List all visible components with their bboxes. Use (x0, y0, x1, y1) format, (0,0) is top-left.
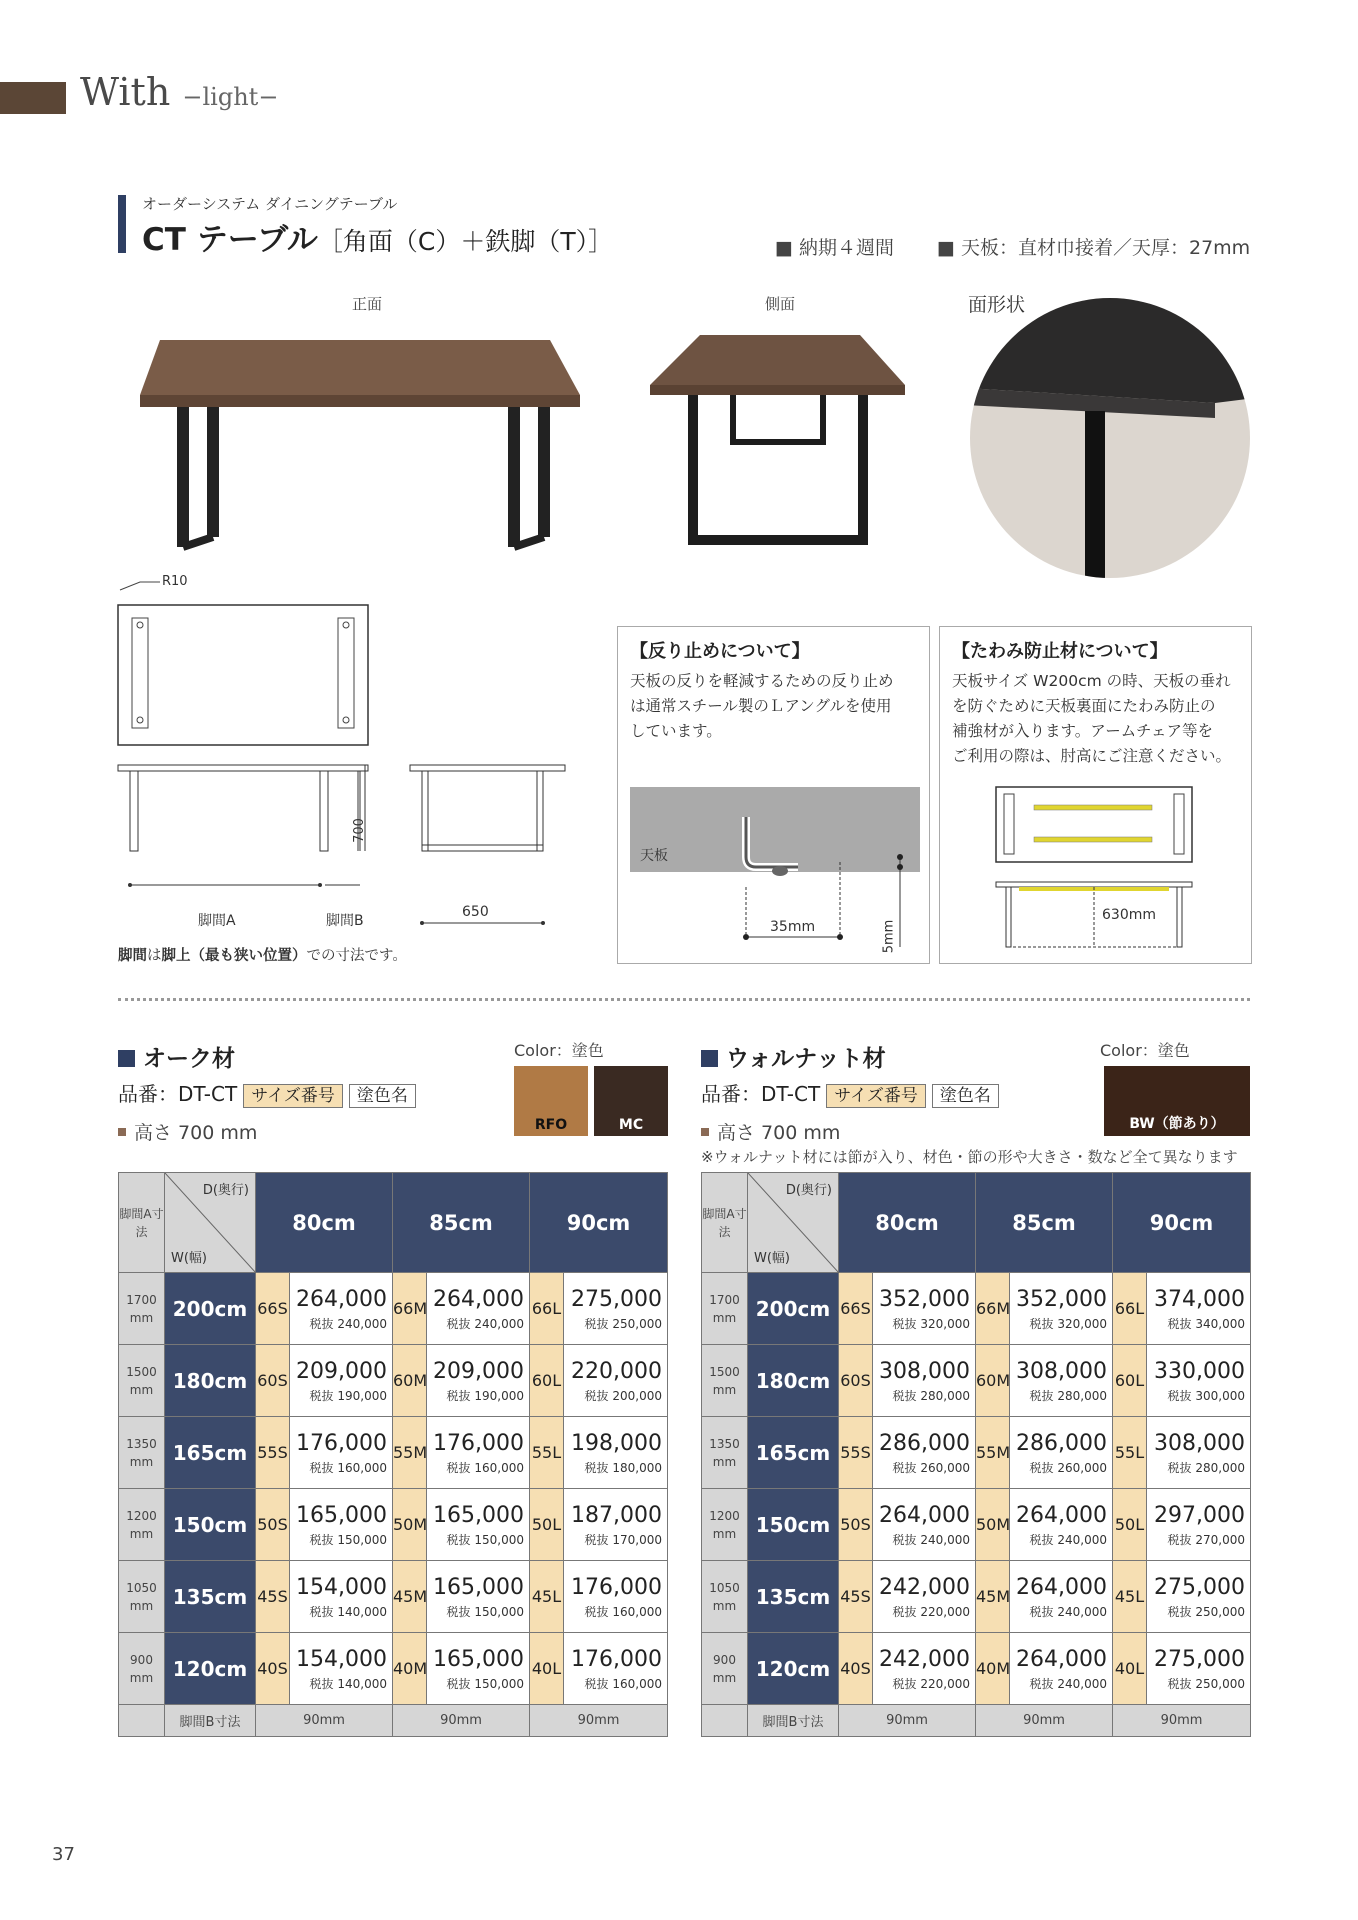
size-code: 45S (256, 1561, 290, 1633)
width-value: 200cm (165, 1273, 256, 1345)
product-title: CT テーブル［角面（C）＋鉄脚（T）］ (142, 222, 614, 258)
price-incl-tax: 264,000 (1016, 1502, 1107, 1528)
width-value: 165cm (165, 1417, 256, 1489)
size-code: 50M (976, 1489, 1010, 1561)
legA-value: 1200 mm (702, 1489, 748, 1561)
width-label: W(幅) (171, 1251, 207, 1266)
walnut-color-label: Color：塗色 (1100, 1041, 1190, 1060)
legB-value: 90mm (839, 1705, 976, 1737)
price-incl-tax: 308,000 (879, 1358, 970, 1384)
price-cell (1010, 1561, 1113, 1633)
size-code: 50M (393, 1489, 427, 1561)
size-code: 60S (839, 1345, 873, 1417)
size-code: 60M (393, 1345, 427, 1417)
price-excl-tax: 税抜 160,000 (309, 1460, 387, 1475)
price-cell (873, 1561, 976, 1633)
price-incl-tax: 187,000 (571, 1502, 662, 1528)
dimension-corner (748, 1173, 839, 1273)
edge-shape-image (965, 293, 1255, 583)
oak-section-title: オーク材 (118, 1040, 235, 1073)
price-excl-tax: 税抜 240,000 (1029, 1532, 1107, 1547)
depth-header: 80cm (256, 1173, 393, 1273)
price-cell (290, 1273, 393, 1345)
table-row (702, 1489, 1251, 1561)
width-label: W(幅) (754, 1251, 790, 1266)
square-icon (701, 1050, 718, 1067)
price-incl-tax: 264,000 (879, 1502, 970, 1528)
dimension-drawings (110, 570, 580, 950)
price-excl-tax: 税抜 200,000 (584, 1388, 662, 1403)
legA-header: 脚間A寸法 (119, 1173, 165, 1273)
price-excl-tax: 税抜 300,000 (1167, 1388, 1245, 1403)
label-edge-view: 面形状 (968, 294, 1026, 316)
size-code: 45S (839, 1561, 873, 1633)
price-incl-tax: 176,000 (296, 1430, 387, 1456)
width-value: 200cm (748, 1273, 839, 1345)
price-incl-tax: 275,000 (1154, 1574, 1245, 1600)
legA-value: 1500 mm (702, 1345, 748, 1417)
price-cell (1147, 1489, 1251, 1561)
price-cell (427, 1417, 530, 1489)
depth-header: 85cm (393, 1173, 530, 1273)
price-cell (290, 1489, 393, 1561)
brand-title: With −light− (80, 70, 279, 114)
price-incl-tax: 264,000 (433, 1286, 524, 1312)
price-excl-tax: 税抜 240,000 (892, 1532, 970, 1547)
price-excl-tax: 税抜 170,000 (584, 1532, 662, 1547)
label-front-view: 正面 (352, 295, 383, 313)
size-code: 66M (393, 1273, 427, 1345)
size-code: 66L (1113, 1273, 1147, 1345)
width-value: 120cm (165, 1633, 256, 1705)
price-incl-tax: 330,000 (1154, 1358, 1245, 1384)
price-cell (1147, 1273, 1251, 1345)
price-cell (1010, 1633, 1113, 1705)
oak-height: 高さ 700 mm (118, 1118, 257, 1145)
price-cell (1010, 1417, 1113, 1489)
legB-value: 90mm (393, 1705, 530, 1737)
price-incl-tax: 165,000 (433, 1646, 524, 1672)
title-accent-bar (118, 195, 126, 253)
legB-value: 90mm (256, 1705, 393, 1737)
price-excl-tax: 税抜 150,000 (446, 1604, 524, 1619)
depth-header: 90cm (530, 1173, 668, 1273)
price-excl-tax: 税抜 150,000 (446, 1532, 524, 1547)
size-code: 45M (976, 1561, 1010, 1633)
oak-swatch-mc: MC (594, 1066, 668, 1136)
width-value: 120cm (748, 1633, 839, 1705)
legB-value: 90mm (1113, 1705, 1251, 1737)
legA-value: 900 mm (702, 1633, 748, 1705)
size-code: 40S (256, 1633, 290, 1705)
depth-header: 90cm (1113, 1173, 1251, 1273)
angle-label-top: 天板 (640, 848, 668, 864)
price-cell (1147, 1633, 1251, 1705)
oak-price-table (118, 1172, 668, 1737)
price-excl-tax: 税抜 260,000 (892, 1460, 970, 1475)
angle-label-5: 5mm (881, 919, 897, 954)
price-cell (564, 1273, 668, 1345)
size-code: 66M (976, 1273, 1010, 1345)
product-subtitle: オーダーシステム ダイニングテーブル (142, 195, 398, 213)
price-incl-tax: 264,000 (296, 1286, 387, 1312)
footer-row (702, 1705, 1251, 1737)
width-value: 180cm (165, 1345, 256, 1417)
price-excl-tax: 税抜 240,000 (1029, 1676, 1107, 1691)
price-cell (1010, 1489, 1113, 1561)
price-incl-tax: 352,000 (1016, 1286, 1107, 1312)
price-excl-tax: 税抜 250,000 (584, 1316, 662, 1331)
brand-color-bar (0, 82, 66, 114)
size-code: 50L (1113, 1489, 1147, 1561)
price-incl-tax: 209,000 (296, 1358, 387, 1384)
table-row (119, 1345, 668, 1417)
sag-box-line: 補強材が入ります。アームチェア等を (952, 722, 1214, 740)
price-cell (564, 1561, 668, 1633)
size-code: 40S (839, 1633, 873, 1705)
section-divider (118, 998, 1250, 1001)
width-value: 165cm (748, 1417, 839, 1489)
product-title-bracket: ［角面（C）＋鉄脚（T）］ (317, 227, 614, 256)
price-incl-tax: 198,000 (571, 1430, 662, 1456)
price-incl-tax: 220,000 (571, 1358, 662, 1384)
table-row (702, 1633, 1251, 1705)
price-excl-tax: 税抜 160,000 (584, 1676, 662, 1691)
price-incl-tax: 242,000 (879, 1574, 970, 1600)
spec-delivery: ■ 納期４週間 (775, 237, 894, 259)
size-code: 66L (530, 1273, 564, 1345)
price-cell (1147, 1561, 1251, 1633)
label-side-view: 側面 (765, 295, 796, 313)
price-incl-tax: 286,000 (1016, 1430, 1107, 1456)
page-number: 37 (52, 1844, 75, 1865)
price-incl-tax: 165,000 (433, 1574, 524, 1600)
footer-blank (702, 1705, 748, 1737)
price-excl-tax: 税抜 250,000 (1167, 1604, 1245, 1619)
size-code: 66S (839, 1273, 873, 1345)
table-row (119, 1417, 668, 1489)
oak-tag-color: 塗色名 (349, 1084, 416, 1108)
price-incl-tax: 176,000 (433, 1430, 524, 1456)
price-incl-tax: 264,000 (1016, 1646, 1107, 1672)
legB-value: 90mm (530, 1705, 668, 1737)
walnut-tag-size: サイズ番号 (826, 1084, 926, 1108)
walnut-section-title: ウォルナット材 (701, 1040, 886, 1073)
oak-color-label: Color：塗色 (514, 1041, 604, 1060)
size-code: 55M (976, 1417, 1010, 1489)
oak-swatch-rfo: RFO (514, 1066, 588, 1136)
price-incl-tax: 242,000 (879, 1646, 970, 1672)
price-excl-tax: 税抜 240,000 (309, 1316, 387, 1331)
dim-650: 650 (462, 904, 489, 920)
header-row (702, 1173, 1251, 1273)
angle-label-35: 35mm (770, 919, 816, 935)
table-row (702, 1273, 1251, 1345)
dim-700: 700 (351, 818, 367, 843)
price-excl-tax: 税抜 340,000 (1167, 1316, 1245, 1331)
size-code: 60L (1113, 1345, 1147, 1417)
sag-box-line: を防ぐために天板裏面にたわみ防止の (952, 697, 1216, 715)
size-code: 60S (256, 1345, 290, 1417)
warp-box-line: 天板の反りを軽減するための反り止め (630, 672, 894, 690)
legA-value: 1700 mm (119, 1273, 165, 1345)
price-excl-tax: 税抜 190,000 (309, 1388, 387, 1403)
price-excl-tax: 税抜 250,000 (1167, 1676, 1245, 1691)
price-incl-tax: 176,000 (571, 1574, 662, 1600)
price-excl-tax: 税抜 240,000 (1029, 1604, 1107, 1619)
price-cell (427, 1273, 530, 1345)
price-cell (290, 1417, 393, 1489)
walnut-tag-color: 塗色名 (932, 1084, 999, 1108)
price-cell (427, 1489, 530, 1561)
size-code: 55L (530, 1417, 564, 1489)
price-incl-tax: 275,000 (571, 1286, 662, 1312)
dim-r10: R10 (162, 574, 188, 589)
walnut-height: 高さ 700 mm (701, 1118, 840, 1145)
price-incl-tax: 286,000 (879, 1430, 970, 1456)
size-code: 40L (530, 1633, 564, 1705)
depth-header: 85cm (976, 1173, 1113, 1273)
warp-box-title: 【反り止めについて】 (630, 641, 810, 662)
price-cell (873, 1345, 976, 1417)
warp-box-line: は通常スチール製のＬアングルを使用 (630, 697, 892, 715)
sag-box-title: 【たわみ防止材について】 (952, 641, 1168, 662)
table-row (119, 1489, 668, 1561)
size-code: 40M (976, 1633, 1010, 1705)
walnut-note: ※ウォルナット材には節が入り、材色・節の形や大きさ・数など全て異なります (701, 1148, 1238, 1166)
bullet-icon (118, 1128, 126, 1136)
legA-header: 脚間A寸法 (702, 1173, 748, 1273)
price-excl-tax: 税抜 180,000 (584, 1460, 662, 1475)
table-row (702, 1345, 1251, 1417)
price-cell (1147, 1345, 1251, 1417)
legA-value: 1350 mm (702, 1417, 748, 1489)
sag-box-line: ご利用の際は、肘高にご注意ください。 (952, 747, 1232, 765)
price-cell (564, 1345, 668, 1417)
width-value: 150cm (748, 1489, 839, 1561)
size-code: 66S (256, 1273, 290, 1345)
size-code: 55S (256, 1417, 290, 1489)
price-cell (564, 1417, 668, 1489)
side-view-image (640, 325, 920, 565)
price-incl-tax: 352,000 (879, 1286, 970, 1312)
legA-value: 1700 mm (702, 1273, 748, 1345)
price-excl-tax: 税抜 280,000 (1029, 1388, 1107, 1403)
oak-tag-size: サイズ番号 (243, 1084, 343, 1108)
size-code: 45L (1113, 1561, 1147, 1633)
depth-label: D(奥行) (785, 1183, 832, 1198)
price-incl-tax: 165,000 (433, 1502, 524, 1528)
bullet-icon (701, 1128, 709, 1136)
size-code: 45L (530, 1561, 564, 1633)
legA-value: 1050 mm (119, 1561, 165, 1633)
price-incl-tax: 275,000 (1154, 1646, 1245, 1672)
price-incl-tax: 154,000 (296, 1574, 387, 1600)
size-code: 60L (530, 1345, 564, 1417)
price-cell (1010, 1345, 1113, 1417)
price-cell (873, 1489, 976, 1561)
dim-legB: 脚間B (326, 913, 364, 929)
price-excl-tax: 税抜 280,000 (1167, 1460, 1245, 1475)
size-code: 60M (976, 1345, 1010, 1417)
warp-box-line: しています。 (630, 722, 722, 740)
legA-value: 900 mm (119, 1633, 165, 1705)
size-code: 50L (530, 1489, 564, 1561)
sag-label-630: 630mm (1102, 907, 1156, 923)
dimension-corner (165, 1173, 256, 1273)
price-excl-tax: 税抜 220,000 (892, 1604, 970, 1619)
walnut-swatch-bw: BW（節あり） (1104, 1066, 1250, 1136)
sag-prevention-box (939, 626, 1252, 964)
width-value: 135cm (165, 1561, 256, 1633)
header-row (119, 1173, 668, 1273)
price-cell (290, 1345, 393, 1417)
price-excl-tax: 税抜 150,000 (309, 1532, 387, 1547)
size-code: 40M (393, 1633, 427, 1705)
price-cell (1147, 1417, 1251, 1489)
legB-label: 脚間B寸法 (165, 1705, 256, 1737)
size-code: 45M (393, 1561, 427, 1633)
table-row (702, 1561, 1251, 1633)
price-cell (427, 1345, 530, 1417)
price-cell (564, 1633, 668, 1705)
footer-blank (119, 1705, 165, 1737)
dim-note: 脚間は脚上（最も狭い位置）での寸法です。 (118, 948, 407, 964)
price-excl-tax: 税抜 320,000 (892, 1316, 970, 1331)
size-code: 55L (1113, 1417, 1147, 1489)
price-cell (873, 1633, 976, 1705)
brand-subtitle: −light− (182, 83, 279, 111)
price-excl-tax: 税抜 160,000 (584, 1604, 662, 1619)
footer-row (119, 1705, 668, 1737)
price-cell (873, 1417, 976, 1489)
price-excl-tax: 税抜 320,000 (1029, 1316, 1107, 1331)
table-row (119, 1561, 668, 1633)
price-excl-tax: 税抜 220,000 (892, 1676, 970, 1691)
price-incl-tax: 176,000 (571, 1646, 662, 1672)
depth-label: D(奥行) (202, 1183, 249, 1198)
walnut-price-table (701, 1172, 1251, 1737)
legA-value: 1350 mm (119, 1417, 165, 1489)
price-excl-tax: 税抜 280,000 (892, 1388, 970, 1403)
price-excl-tax: 税抜 150,000 (446, 1676, 524, 1691)
width-value: 135cm (748, 1561, 839, 1633)
size-code: 50S (256, 1489, 290, 1561)
sag-box-line: 天板サイズ W200cm の時、天板の垂れ (952, 672, 1231, 690)
legA-value: 1200 mm (119, 1489, 165, 1561)
price-incl-tax: 264,000 (1016, 1574, 1107, 1600)
table-row (702, 1417, 1251, 1489)
width-value: 180cm (748, 1345, 839, 1417)
table-row (119, 1633, 668, 1705)
price-excl-tax: 税抜 260,000 (1029, 1460, 1107, 1475)
dim-legA: 脚間A (198, 913, 236, 929)
price-incl-tax: 374,000 (1154, 1286, 1245, 1312)
price-excl-tax: 税抜 160,000 (446, 1460, 524, 1475)
price-excl-tax: 税抜 140,000 (309, 1604, 387, 1619)
size-code: 55M (393, 1417, 427, 1489)
price-cell (873, 1273, 976, 1345)
front-view-image (130, 325, 590, 560)
spec-top: ■ 天板：直材巾接着／天厚：27mm (937, 237, 1251, 259)
price-excl-tax: 税抜 190,000 (446, 1388, 524, 1403)
sag-diagram (994, 782, 1194, 952)
legA-value: 1500 mm (119, 1345, 165, 1417)
price-excl-tax: 税抜 240,000 (446, 1316, 524, 1331)
price-cell (427, 1633, 530, 1705)
price-cell (564, 1489, 668, 1561)
legB-value: 90mm (976, 1705, 1113, 1737)
price-incl-tax: 308,000 (1154, 1430, 1245, 1456)
size-code: 55S (839, 1417, 873, 1489)
price-incl-tax: 165,000 (296, 1502, 387, 1528)
price-cell (1010, 1273, 1113, 1345)
size-code: 50S (839, 1489, 873, 1561)
price-cell (290, 1633, 393, 1705)
price-excl-tax: 税抜 140,000 (309, 1676, 387, 1691)
price-incl-tax: 209,000 (433, 1358, 524, 1384)
oak-product-code: 品番：DT-CT サイズ番号 塗色名 (118, 1078, 416, 1108)
warp-prevention-box (617, 626, 930, 964)
price-cell (290, 1561, 393, 1633)
price-incl-tax: 308,000 (1016, 1358, 1107, 1384)
price-incl-tax: 154,000 (296, 1646, 387, 1672)
size-code: 40L (1113, 1633, 1147, 1705)
legA-value: 1050 mm (702, 1561, 748, 1633)
table-row (119, 1273, 668, 1345)
square-icon (118, 1050, 135, 1067)
legB-label: 脚間B寸法 (748, 1705, 839, 1737)
price-excl-tax: 税抜 270,000 (1167, 1532, 1245, 1547)
price-cell (427, 1561, 530, 1633)
depth-header: 80cm (839, 1173, 976, 1273)
price-incl-tax: 297,000 (1154, 1502, 1245, 1528)
walnut-product-code: 品番：DT-CT サイズ番号 塗色名 (701, 1078, 999, 1108)
width-value: 150cm (165, 1489, 256, 1561)
